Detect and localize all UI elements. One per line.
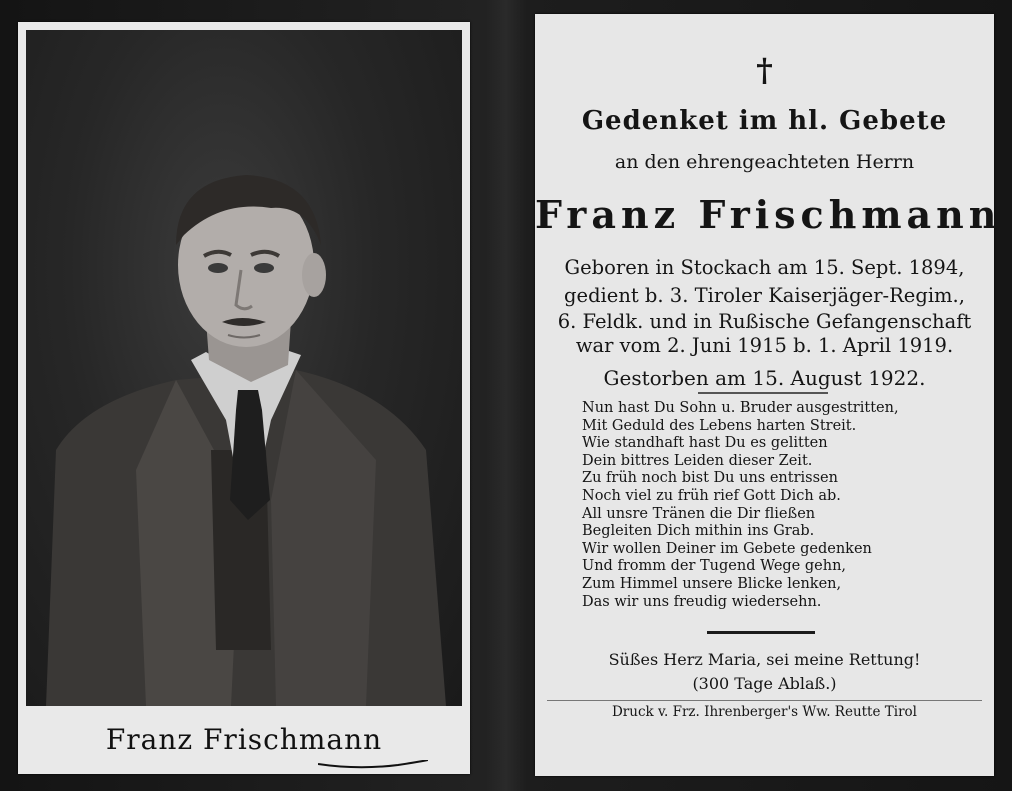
divider xyxy=(707,631,815,634)
biography-line: war vom 2. Juni 1915 b. 1. April 1919. xyxy=(575,334,954,357)
memorial-poem xyxy=(582,400,982,611)
photo-card xyxy=(18,22,470,774)
biography-line: Geboren in Stockach am 15. Sept. 1894, xyxy=(564,256,965,279)
photo-caption: Franz Frischmann xyxy=(105,723,383,756)
poem-line: Wir wollen Deiner im Gebete gedenken xyxy=(582,540,872,557)
poem-line: Dein bittres Leiden dieser Zeit. xyxy=(582,452,813,469)
prayer-line: Süßes Herz Maria, sei meine Rettung! xyxy=(608,650,921,669)
poem-line: All unsre Tränen die Dir fließen xyxy=(582,505,816,522)
poem-line: Mit Geduld des Lebens harten Streit. xyxy=(582,417,857,434)
poem-line: Das wir uns freudig wiedersehn. xyxy=(582,593,822,610)
deceased-name: Franz Frischmann xyxy=(535,192,1002,237)
poem-line: Noch viel zu früh rief Gott Dich ab. xyxy=(582,487,841,504)
divider xyxy=(547,700,982,701)
portrait-illustration xyxy=(26,30,462,706)
biography-line: gedient b. 3. Tiroler Kaiserjäger-Regim., xyxy=(564,284,965,307)
memorial-subheading: an den ehrengeachteten Herrn xyxy=(614,151,915,173)
divider xyxy=(698,392,828,394)
poem-line: Zum Himmel unsere Blicke lenken, xyxy=(582,575,842,592)
memorial-heading: Gedenket im hl. Gebete xyxy=(581,106,948,136)
cross-icon: † xyxy=(756,51,773,89)
portrait-photo xyxy=(26,30,462,706)
death-date: Gestorben am 15. August 1922. xyxy=(603,366,926,390)
caption-swash xyxy=(318,760,428,770)
poem-line: Wie standhaft hast Du es gelitten xyxy=(582,435,828,452)
printer-credit: Druck v. Frz. Ihrenberger's Ww. Reutte Tirol xyxy=(611,704,917,720)
poem-line: Nun hast Du Sohn u. Bruder ausgestritten, xyxy=(582,400,899,416)
poem-line: Zu früh noch bist Du uns entrissen xyxy=(582,470,838,487)
poem-line: Und fromm der Tugend Wege gehn, xyxy=(582,558,847,575)
indulgence-note: (300 Tage Ablaß.) xyxy=(692,674,837,693)
poem-line: Begleiten Dich mithin ins Grab. xyxy=(582,523,815,540)
memorial-card xyxy=(535,14,1002,776)
biography-line: 6. Feldk. und in Rußische Gefangenschaft xyxy=(557,310,972,333)
